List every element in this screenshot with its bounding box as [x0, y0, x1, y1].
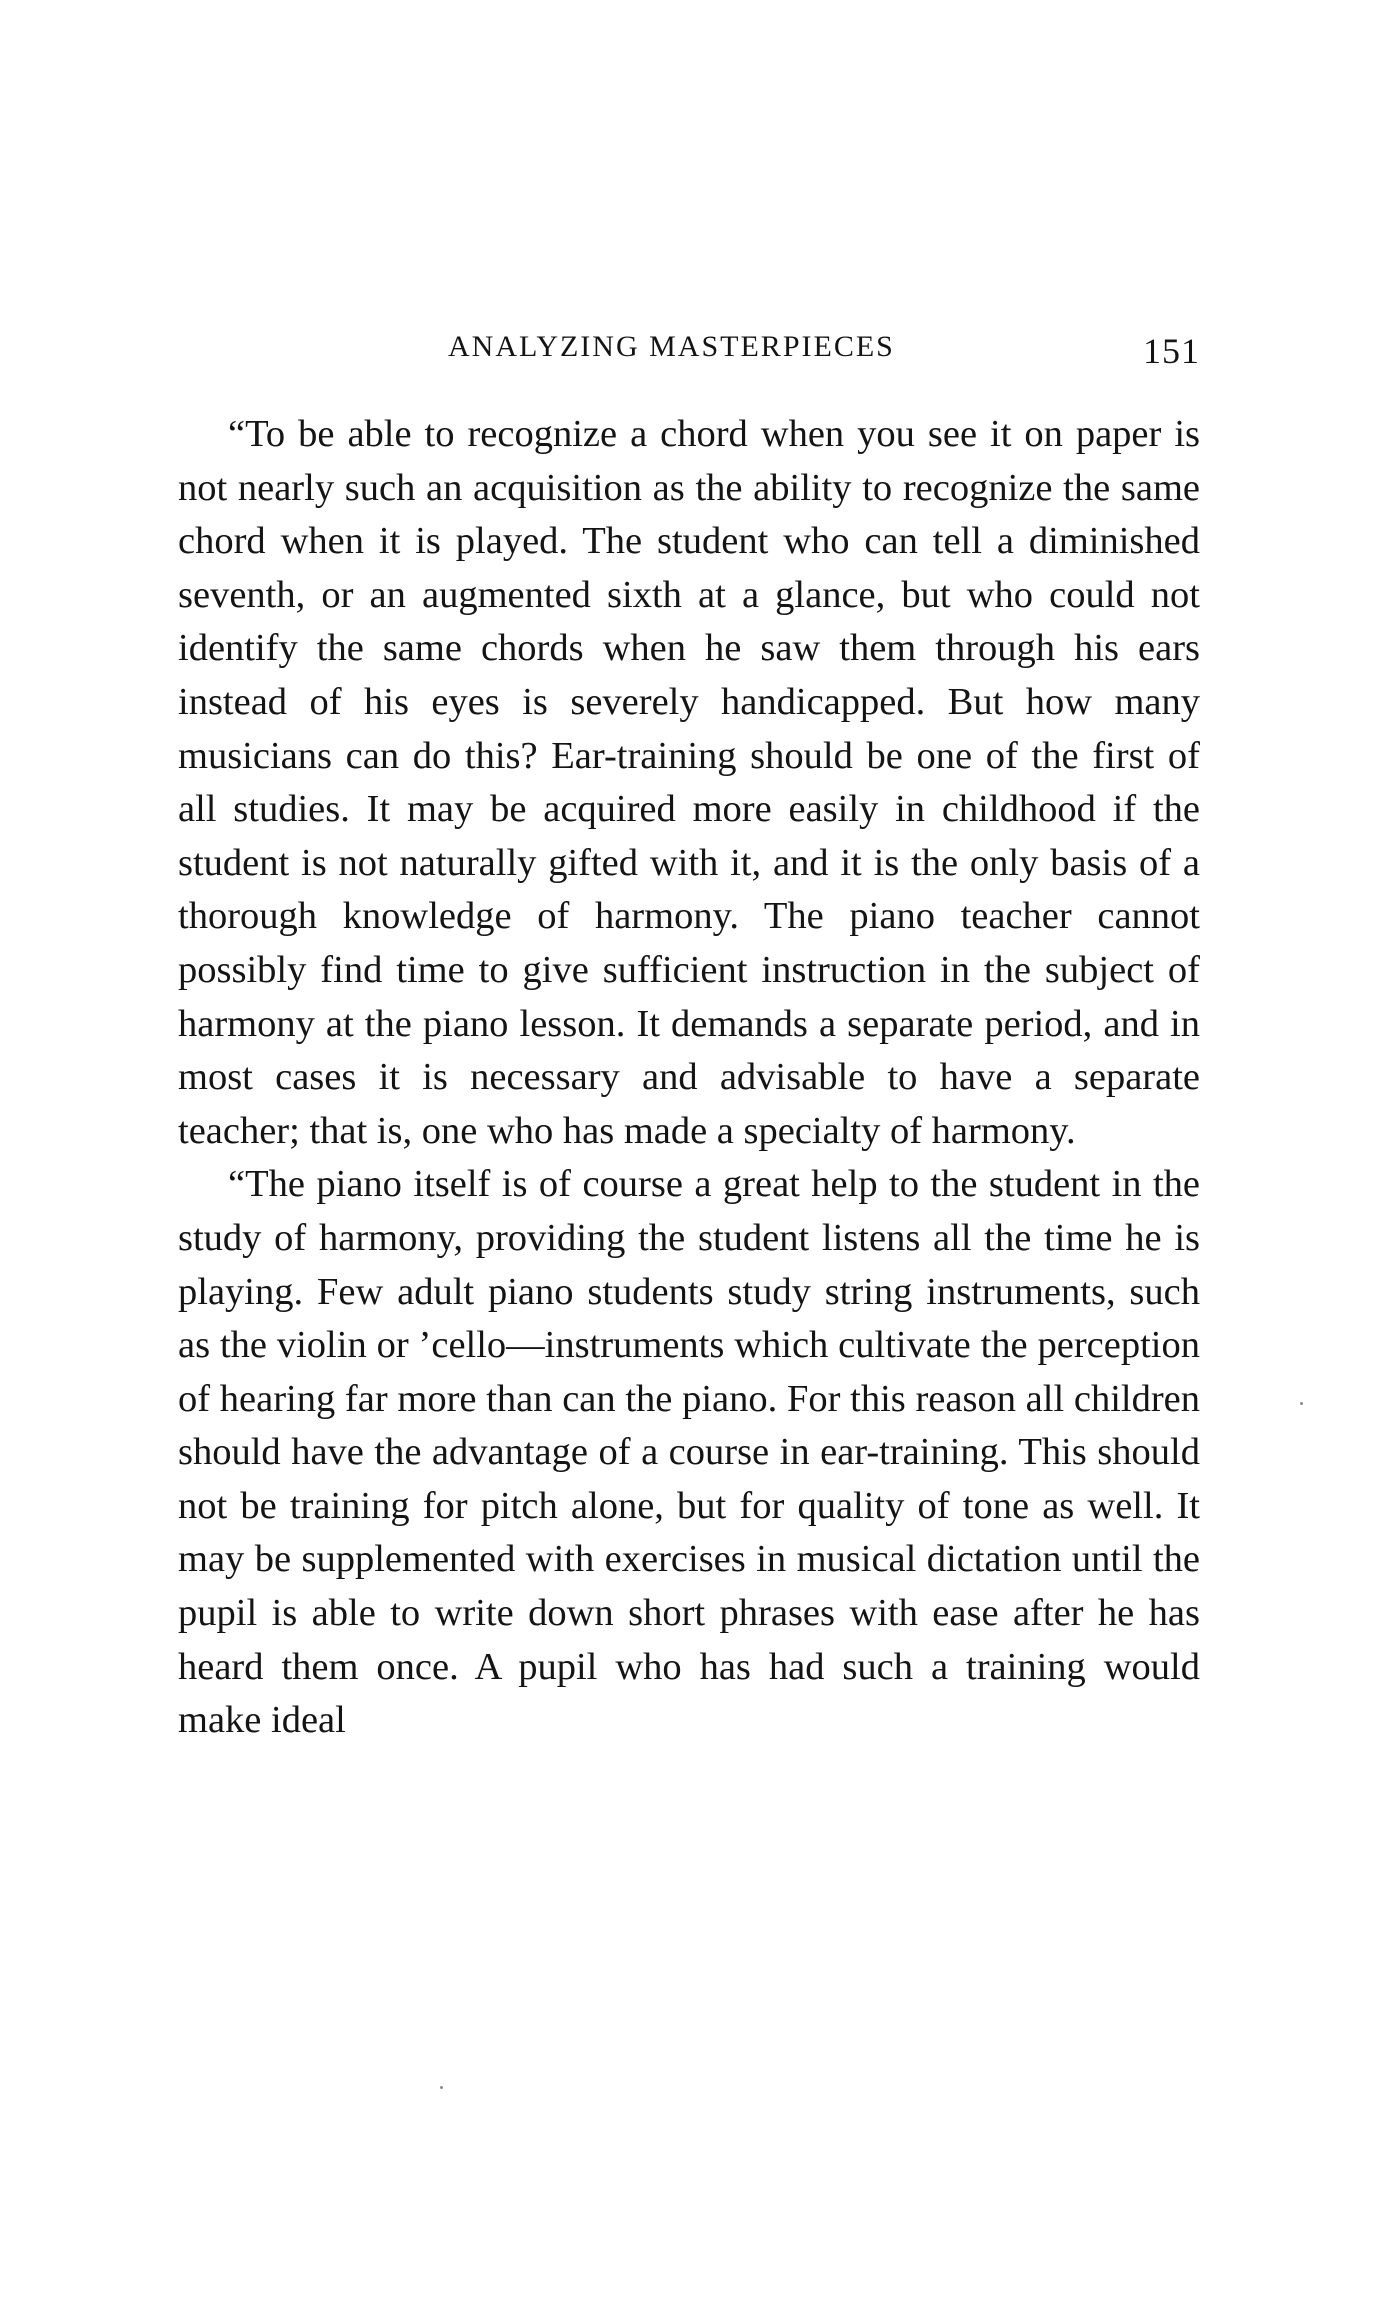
paragraph-piano-and-ear-training: “The piano itself is of course a great help to the student in the study of harmony, providing the student listens all the time he is playing. Few adult piano students study string instruments, such as the violin or ’cello—instruments which cultivate the perception of hearing far more than can the piano. For this reason all children should have the advantage of a course in ear-training. This should not be training for pitch alone, but for quality of tone as well. It may be supplemented with exercises in musical dictation until the pupil is able to write down short phrases with ease after he has heard them once. A pupil who has had such a training would make ideal — [178, 1163, 1200, 1742]
paper-speck — [1300, 1402, 1303, 1405]
body-text — [178, 408, 1200, 1748]
page-number: 151 — [1143, 331, 1200, 371]
running-title: ANALYZING MASTERPIECES — [448, 330, 895, 363]
paragraph-chord-recognition: “To be able to recognize a chord when you see it on paper is not nearly such an acquisition as the ability to recognize the same chord when it is played. The student who can tell a diminished seventh, or an augmented sixth at a glance, but who could not identify the same chords when he saw them through his ears instead of his eyes is severely handicapped. But how many musicians can do this? Ear-training should be one of the first of all studies. It may be acquired more easily in childhood if the student is not naturally gifted with it, and it is the only basis of a thorough knowledge of harmony. The piano teacher cannot possibly find time to give sufficient instruction in the subject of harmony at the piano lesson. It demands a separate period, and in most cases it is necessary and advisable to have a separate teacher; that is, one who has made a specialty of harmony. — [178, 413, 1200, 1152]
running-header — [190, 330, 1200, 380]
paper-speck — [440, 2086, 443, 2089]
